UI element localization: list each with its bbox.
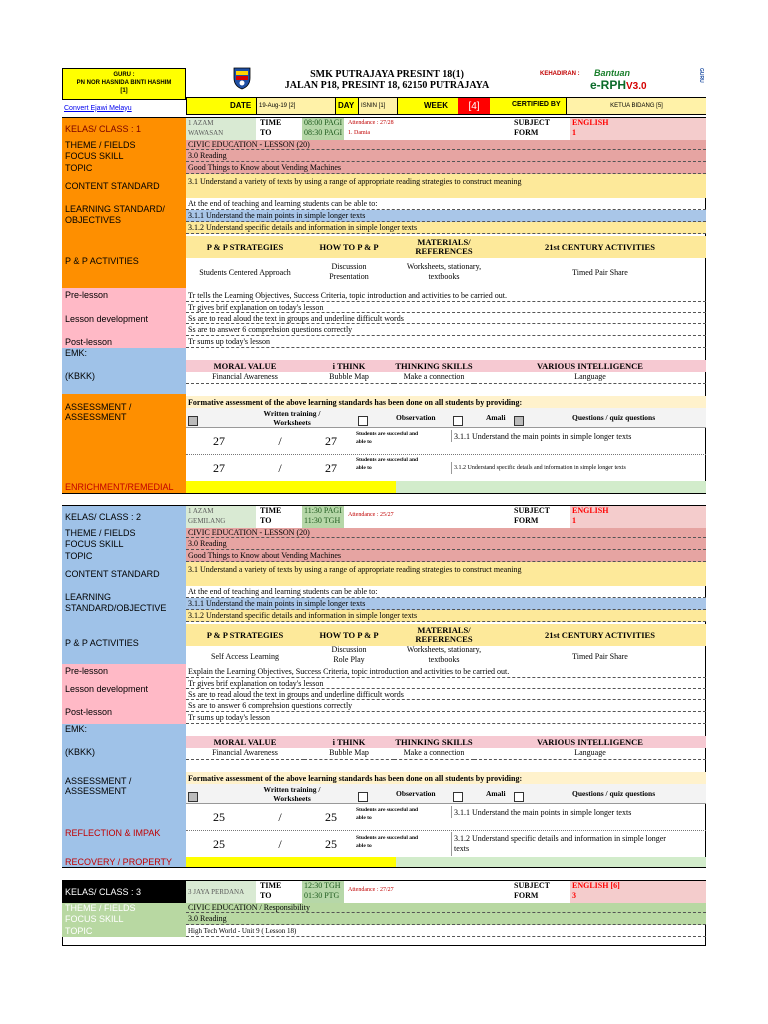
class2-r2-a[interactable]: 25 [213, 836, 225, 851]
class1-subject-labels [512, 118, 570, 140]
guru-code: [1] [120, 88, 128, 94]
class1-focus-value[interactable]: 3.0 Reading [186, 150, 706, 162]
class1-pp-mat-h2: REFERENCES [415, 246, 473, 256]
class1-time-labels [258, 118, 302, 140]
class1-formative: Formative assessment of the above learning standards has been done on all students by providing: [186, 396, 706, 408]
class1-think-header: i THINK [304, 360, 394, 372]
class1-ls1[interactable]: 3.1.1 Understand the main points in simple longer texts [186, 210, 706, 222]
class2-recovery-value-2[interactable] [396, 857, 706, 867]
class3-subject-labels [512, 881, 570, 903]
class2-assess-divider [186, 830, 706, 831]
class2-post-label: Post-lesson [62, 700, 186, 724]
class1-r2-std[interactable]: 3.1.2 Understand specific details and information in simple longer texts [451, 462, 706, 474]
class2-content-label: CONTENT STANDARD [62, 562, 186, 586]
class2-emk-label: EMK: [62, 724, 186, 734]
class1-dev2[interactable]: Ss are to read aloud the text in groups and underline difficult words [186, 313, 706, 324]
class1-content-label: CONTENT STANDARD [62, 174, 186, 198]
class1-kelas-label: KELAS/ CLASS : 1 [62, 118, 186, 140]
class1-pp-how1: Discussion [331, 262, 367, 271]
class3-subject-label: SUBJECT [514, 881, 551, 890]
class3-time-labels [258, 881, 302, 903]
class2-pp-how-header: HOW TO P & P [304, 624, 394, 646]
convert-ejawi-link[interactable]: Convert Ejawi Melayu [64, 104, 132, 112]
class3-theme-value[interactable]: CIVIC EDUCATION / Responsibility [186, 903, 706, 913]
class1-form-label: FORM [514, 128, 539, 137]
class2-time-label: TIME [260, 506, 282, 515]
class1-pp-strat-header: P & P STRATEGIES [186, 236, 304, 258]
class1-learning-label [62, 198, 186, 234]
class2-time-values[interactable] [302, 506, 344, 528]
class2-moral[interactable]: Financial Awareness [186, 748, 304, 760]
class2-focus-value[interactable]: 3.0 Reading [186, 538, 706, 550]
class2-r2-slash: / [278, 836, 282, 851]
kehadiran-label: KEHADIRAN : [540, 71, 580, 77]
brand-main-wrap [590, 78, 647, 92]
class1-form-value: 1 [572, 128, 576, 137]
class1-observation-label: Observation [396, 413, 436, 422]
class2-dev2[interactable]: Ss are to read aloud the text in groups and underline difficult words [186, 689, 706, 700]
class2-topic-label: TOPIC [62, 550, 186, 562]
class2-r1-b[interactable]: 25 [325, 809, 337, 824]
class2-pp-mat1: Worksheets, stationary, [406, 645, 482, 654]
class2-questions-label: Questions / quiz questions [572, 789, 656, 798]
class2-tskills[interactable]: Make a connection [394, 748, 474, 760]
class1-assess-divider [186, 454, 706, 455]
class1-enrich-value-2[interactable] [396, 481, 706, 493]
class1-emk-label: EMK: [62, 348, 186, 358]
class1-assess-label-1: ASSESSMENT / [65, 402, 132, 412]
checkbox-empty-icon [358, 792, 368, 802]
class2-learning-label-2: STANDARD/OBJECTIVE [65, 603, 167, 613]
class1-r1-note2: able to [356, 439, 372, 445]
class2-pp-mat-header [394, 624, 494, 646]
class1-pp-mat-header [394, 236, 494, 258]
class1-subject-value: ENGLISH [572, 118, 609, 127]
class1-amali-check[interactable] [514, 413, 524, 431]
class3-form-label: FORM [514, 891, 539, 900]
class1-written-label [252, 408, 332, 428]
class1-think[interactable]: Bubble Map [304, 372, 394, 384]
class2-assess-label-2: ASSESSMENT [65, 786, 127, 796]
class2-pp-21[interactable]: Timed Pair Share [572, 651, 628, 661]
checkbox-checked-icon [188, 792, 198, 802]
class1-topic-label: TOPIC [62, 162, 186, 174]
class1-class-name-a: 1 AZAM [188, 119, 214, 127]
class3-time-values[interactable] [302, 881, 344, 903]
class2-dev-label: Lesson development [62, 678, 186, 700]
class1-time-end: 08:30 PAGI [304, 128, 343, 137]
class2-r2-b[interactable]: 25 [325, 836, 337, 851]
certified-value[interactable]: KETUA BIDANG [5] [566, 98, 706, 114]
class1-focus-label: FOCUS SKILL [62, 150, 186, 162]
class1-pp-mat[interactable] [394, 258, 494, 286]
class3-time-label: TIME [260, 881, 282, 890]
class2-content-value[interactable]: 3.1 Understand a variety of texts by using a range of appropriate reading strategies to construct meaning [186, 562, 706, 586]
class1-pp-how[interactable] [304, 258, 394, 286]
class2-tskills-header: THINKING SKILLS [395, 736, 473, 747]
class1-moral[interactable]: Financial Awareness [186, 372, 304, 384]
class2-recovery-label: RECOVERY / PROPERTY [62, 856, 186, 867]
class2-pp-how2: Role Play [333, 655, 365, 664]
class1-pp-label: P & P ACTIVITIES [62, 234, 186, 288]
class2-r2-note [356, 834, 450, 850]
class1-time-label: TIME [260, 118, 282, 127]
class1-ls2[interactable]: 3.1.2 Understand specific details and information in simple longer texts [186, 222, 706, 234]
erph-logo [588, 68, 670, 94]
class2-r1-slash: / [278, 809, 282, 824]
class3-theme-label: THEME / FIELDS [62, 903, 186, 913]
class1-class-name [186, 118, 256, 140]
class1-r2-note1: Students are succesful and [356, 457, 419, 463]
class3-topic-value[interactable]: High Tech World - Unit 9 ( Lesson 18) [186, 925, 706, 937]
class2-theme-value[interactable]: CIVIC EDUCATION - LESSON (20) [186, 528, 706, 538]
class3-topic-label: TOPIC [62, 925, 186, 937]
class3-to-label: TO [260, 891, 272, 900]
class2-pp-label: P & P ACTIVITIES [62, 622, 186, 664]
brand-main: e-RPH [590, 78, 627, 92]
class3-focus-value[interactable]: 3.0 Reading [186, 913, 706, 925]
certified-label: CERTIFIED BY [512, 101, 561, 108]
class2-written2: Worksheets [273, 794, 311, 803]
class1-attendance-text: Attendance : 27/28 [348, 120, 394, 126]
class1-pre-label: Pre-lesson [62, 288, 186, 302]
checkbox-empty-icon [358, 416, 368, 426]
class2-r1-note2: able to [356, 815, 372, 821]
date-label: DATE [230, 101, 252, 110]
class2-learning-label-1: LEARNING [65, 592, 112, 602]
class1-topic-value[interactable]: Good Things to Know about Vending Machines [186, 162, 706, 174]
class2-class-name-b: GEMILANG [188, 517, 226, 525]
class2-class-name [186, 506, 256, 528]
class2-written-label [252, 784, 332, 804]
class3-attendance: Attendance : 27/27 [348, 887, 394, 893]
school-name: SMK PUTRAJAYA PRESINT 18(1) [310, 69, 464, 80]
class2-assess-label [62, 770, 186, 810]
class1-absent-text: 1. Damia [348, 130, 370, 136]
class1-dev-label: Lesson development [62, 302, 186, 336]
class1-dev3[interactable]: Ss are to answer 6 comprehsion questions correctly [186, 324, 706, 336]
class1-r1-a[interactable]: 27 [213, 433, 225, 448]
class1-tskills-header: THINKING SKILLS [395, 360, 473, 371]
school-crest-icon [232, 66, 252, 90]
class2-pp-mat[interactable] [394, 644, 494, 666]
class1-learning-label-2: OBJECTIVES [65, 215, 122, 225]
guru-name: PN NOR HASNIDA BINTI HASHIM [76, 80, 172, 86]
class1-obs-check[interactable] [358, 413, 368, 431]
class2-pp-strat-header: P & P STRATEGIES [186, 624, 304, 646]
class3-time-end: 01:30 PTG [304, 891, 340, 900]
checkbox-checked-icon [188, 416, 198, 426]
class2-written1: Written training / [263, 785, 321, 794]
class2-pp-mat-h2: REFERENCES [415, 634, 473, 644]
class2-r1-std[interactable]: 3.1.1 Understand the main points in simple longer texts [451, 806, 706, 818]
class1-amali-label: Amali [486, 413, 506, 422]
class1-pp-21-header: 21st CENTURY ACTIVITIES [494, 236, 706, 258]
class1-r2-note2: able to [356, 465, 372, 471]
class2-intel[interactable]: Language [474, 748, 706, 760]
teacher-box [62, 68, 186, 100]
class2-intel-header: VARIOUS INTELLIGENCE [474, 736, 706, 748]
school-address: JALAN P18, PRESINT 18, 62150 PUTRAJAYA [284, 80, 490, 91]
class1-r1-b[interactable]: 27 [325, 433, 337, 448]
class1-theme-value[interactable]: CIVIC EDUCATION - LESSON (20) [186, 140, 706, 150]
class2-to-label: TO [260, 516, 272, 525]
day-value[interactable]: ISNIN [1] [358, 98, 398, 114]
class1-pp-21[interactable]: Timed Pair Share [572, 267, 628, 277]
date-value[interactable]: 19-Aug-19 [2] [256, 98, 336, 114]
class3-class-name: 3 JAYA PERDANA [186, 881, 256, 903]
class2-r1-note [356, 806, 450, 822]
class1-class-name-b: WAWASAN [188, 129, 224, 137]
class1-intel[interactable]: Language [474, 372, 706, 384]
class2-pp-how[interactable] [304, 644, 394, 666]
class1-pp-how-header: HOW TO P & P [304, 236, 394, 258]
checkbox-empty-icon [453, 416, 463, 426]
class2-kelas-label: KELAS/ CLASS : 2 [62, 506, 186, 528]
class2-ls1[interactable]: 3.1.1 Understand the main points in simple longer texts [186, 598, 706, 610]
guru-label: GURU : [113, 72, 135, 78]
class1-enrich-value[interactable] [186, 481, 396, 493]
class2-class-name-a: 1 AZAM [188, 507, 214, 515]
class3-form-value: 3 [572, 891, 576, 900]
class1-time-start: 08:00 PAGI [304, 118, 343, 127]
class1-written2: Worksheets [273, 418, 311, 427]
class2-obs2-check[interactable] [453, 789, 463, 807]
class2-subject-value: ENGLISH [572, 506, 609, 515]
class2-moral-header: MORAL VALUE [186, 736, 304, 748]
class2-learning-intro[interactable]: At the end of teaching and learning students can be able to: [186, 586, 706, 598]
class2-r2-note1: Students are succesful and [356, 835, 419, 841]
class2-formative: Formative assessment of the above learning standards has been done on all students by providing: [186, 772, 706, 784]
class1-moral-header: MORAL VALUE [186, 360, 304, 372]
brand-version: V3.0 [626, 81, 647, 92]
class1-theme-label: THEME / FIELDS [62, 140, 186, 150]
class1-r2-b[interactable]: 27 [325, 460, 337, 475]
class2-theme-label: THEME / FIELDS [62, 528, 186, 538]
class2-dev3[interactable]: Ss are to answer 6 comprehsion questions correctly [186, 700, 706, 712]
class2-pp-mat2: textbooks [428, 655, 460, 664]
class2-time-end: 11:30 TGH [304, 516, 341, 525]
checkbox-checked-icon [514, 416, 524, 426]
class1-attendance [346, 118, 510, 140]
class2-topic-value[interactable]: Good Things to Know about Vending Machines [186, 550, 706, 562]
week-label: WEEK [424, 101, 448, 110]
class1-post-value[interactable]: Tr sums up today's lesson [186, 336, 706, 348]
class2-amali-label: Amali [486, 789, 506, 798]
class1-time-values[interactable] [302, 118, 344, 140]
class1-subject-values[interactable] [570, 118, 706, 140]
class2-attendance: Attendance : 25/27 [348, 512, 394, 518]
class3-focus-label: FOCUS SKILL [62, 913, 186, 925]
class1-r2-a[interactable]: 27 [213, 460, 225, 475]
class2-pre-label: Pre-lesson [62, 664, 186, 678]
class2-pp-21-header: 21st CENTURY ACTIVITIES [494, 624, 706, 646]
class3-subject-values[interactable] [570, 881, 706, 903]
class2-post-value[interactable]: Tr sums up today's lesson [186, 712, 706, 724]
class1-assess-label [62, 394, 186, 480]
class2-pp-how1: Discussion [331, 645, 367, 654]
class2-subject-label: SUBJECT [514, 506, 551, 515]
class2-r1-a[interactable]: 25 [213, 809, 225, 824]
class2-dev1[interactable]: Tr gives brif explanation on today's lesson [186, 678, 706, 689]
class1-pp-mat1: Worksheets, stationary, [406, 262, 482, 271]
class2-focus-label: FOCUS SKILL [62, 538, 186, 550]
class1-kbkk-label: (KBKK) [62, 358, 186, 394]
class1-r1-slash: / [278, 433, 282, 448]
class2-kbkk-label: (KBKK) [62, 734, 186, 770]
class2-ls2[interactable]: 3.1.2 Understand specific details and information in simple longer texts [186, 610, 706, 622]
class3-subject-value: ENGLISH [6] [572, 881, 620, 890]
class1-pp-mat2: textbooks [428, 272, 460, 281]
class2-time-start: 11:30 PAGI [304, 506, 342, 515]
class1-learning-intro[interactable]: At the end of teaching and learning students can be able to: [186, 198, 706, 210]
class2-reflection-label: REFLECTION & IMPAK [62, 810, 186, 856]
class3-time-start: 12:30 TGH [304, 881, 341, 890]
class1-r1-note [356, 430, 450, 446]
class1-r2-note [356, 456, 450, 472]
class1-r1-note1: Students are succesful and [356, 431, 419, 437]
day-label: DAY [338, 101, 355, 110]
class1-pp-mat-h1: MATERIALS/ [417, 237, 471, 247]
class1-r2-slash: / [278, 460, 282, 475]
class1-pre-value[interactable]: Tr tells the Learning Objectives, Success Criteria, topic introduction and activities to be carried out. [186, 290, 706, 302]
class2-observation-label: Observation [396, 789, 436, 798]
class2-r2-std[interactable] [451, 832, 706, 856]
class2-think[interactable]: Bubble Map [304, 748, 394, 760]
class2-pp-strat[interactable]: Self Access Learning [211, 651, 279, 661]
class2-learning-label [62, 586, 186, 622]
class1-subject-label: SUBJECT [514, 118, 551, 127]
class2-r1-note1: Students are succesful and [356, 807, 419, 813]
class2-subject-values[interactable] [570, 506, 706, 528]
class1-r1-std[interactable]: 3.1.1 Understand the main points in simple longer texts [451, 430, 706, 442]
class2-form-value: 1 [572, 516, 576, 525]
class2-obs-check[interactable] [358, 789, 368, 807]
class1-post-label: Post-lesson [62, 336, 186, 348]
class2-pre-value[interactable]: Explain the Learning Objectives, Success Criteria, topic introduction and activities to be carried out. [186, 666, 706, 678]
class2-r2-note2: able to [356, 843, 372, 849]
class2-pp-mat-h1: MATERIALS/ [417, 625, 471, 635]
class2-recovery-value[interactable] [186, 857, 396, 867]
class1-written1: Written training / [263, 409, 321, 418]
class1-assess-label-2: ASSESSMENT [65, 412, 127, 422]
class1-to-label: TO [260, 128, 272, 137]
class1-learning-label-1: LEARNING STANDARD/ [65, 204, 165, 214]
class1-obs2-check[interactable] [453, 413, 463, 431]
class2-amali-check[interactable] [514, 789, 524, 807]
class1-tskills[interactable]: Make a connection [394, 372, 474, 384]
side-text: GURU [698, 68, 704, 83]
class1-dev1[interactable]: Tr gives brif explanation on today's lesson [186, 302, 706, 313]
class2-r2-std-2: texts [454, 844, 470, 853]
class1-enrich-label: ENRICHMENT/REMEDIAL [62, 480, 186, 493]
class2-time-labels [258, 506, 302, 528]
class2-think-header: i THINK [304, 736, 394, 748]
class2-form-label: FORM [514, 516, 539, 525]
class1-intel-header: VARIOUS INTELLIGENCE [474, 360, 706, 372]
class2-r2-std-1: 3.1.2 Understand specific details and information in simple longer [454, 834, 666, 843]
brand-top: Bantuan [594, 68, 630, 78]
week-value[interactable]: [4] [458, 98, 490, 114]
class1-pp-strat[interactable]: Students Centered Approach [199, 267, 291, 277]
class2-subject-labels [512, 506, 570, 528]
class1-questions-label: Questions / quiz questions [572, 413, 656, 422]
class2-assess-label-1: ASSESSMENT / [65, 776, 132, 786]
class1-pp-how2: Presentation [329, 272, 369, 281]
class1-content-value[interactable]: 3.1 Understand a variety of texts by using a range of appropriate reading strategies to construct meaning [186, 174, 706, 198]
class3-kelas-label: KELAS/ CLASS : 3 [62, 881, 186, 903]
checkbox-empty-icon [453, 792, 463, 802]
checkbox-empty-icon [514, 792, 524, 802]
